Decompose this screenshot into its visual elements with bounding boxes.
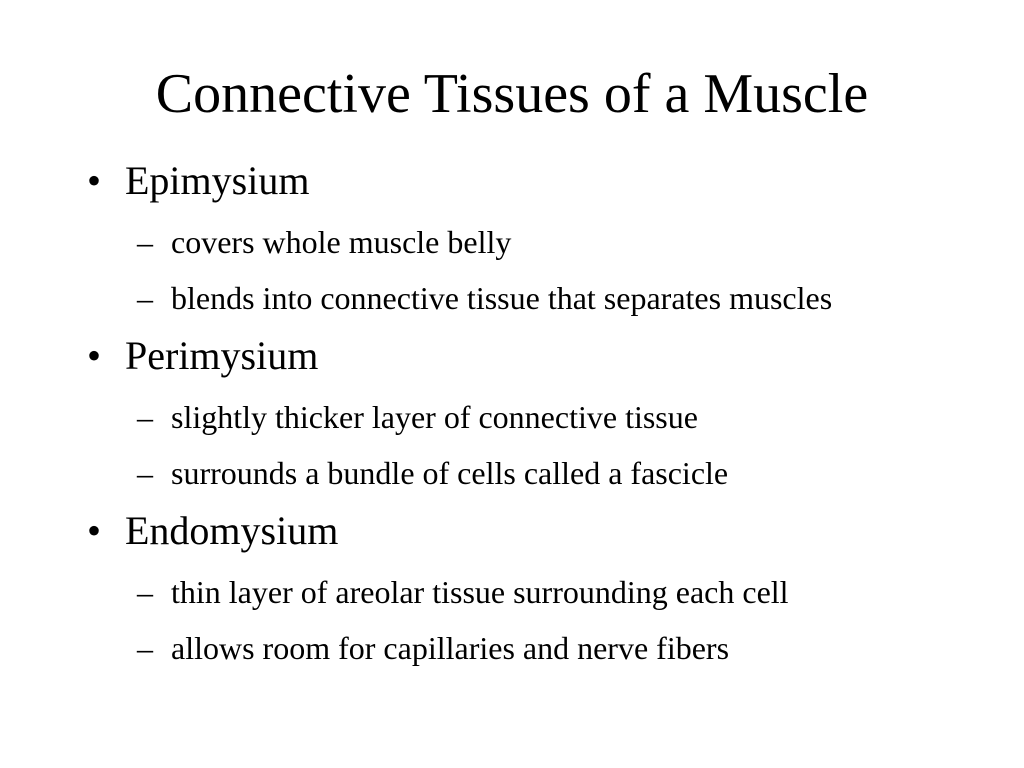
sub-bullet <box>137 568 967 616</box>
sub-bullet <box>137 218 967 266</box>
bullet-dot: • <box>87 158 102 203</box>
sub-bullet-dash: – <box>137 630 153 666</box>
sub-bullet-text: covers whole muscle belly <box>171 224 512 260</box>
sub-bullet <box>137 274 967 322</box>
sub-bullet-text: slightly thicker layer of connective tissue <box>171 399 698 435</box>
slide-title: Connective Tissues of a Muscle <box>155 63 869 125</box>
sub-bullet <box>137 449 967 497</box>
sub-bullet-dash: – <box>137 224 153 260</box>
bullet-dot: • <box>87 508 102 553</box>
sub-bullet-text: thin layer of areolar tissue surrounding each cell <box>171 574 789 610</box>
bullet-perimysium <box>87 327 967 385</box>
sub-bullet-dash: – <box>137 399 153 435</box>
sub-bullet <box>137 624 967 672</box>
sub-bullet-text: allows room for capillaries and nerve fibers <box>171 630 730 666</box>
sub-bullet-text: surrounds a bundle of cells called a fascicle <box>171 455 729 491</box>
sub-bullet-dash: – <box>137 455 153 491</box>
sub-bullet-dash: – <box>137 280 153 316</box>
sub-bullet-dash: – <box>137 574 153 610</box>
sub-bullet <box>137 393 967 441</box>
bullet-dot: • <box>87 333 102 378</box>
bullet-text: Epimysium <box>125 158 310 203</box>
bullet-text: Endomysium <box>125 508 339 553</box>
bullet-endomysium <box>87 502 967 560</box>
slide-content <box>87 152 967 672</box>
bullet-epimysium <box>87 152 967 210</box>
bullet-text: Perimysium <box>125 333 319 378</box>
sub-bullet-text: blends into connective tissue that separates muscles <box>171 280 833 316</box>
